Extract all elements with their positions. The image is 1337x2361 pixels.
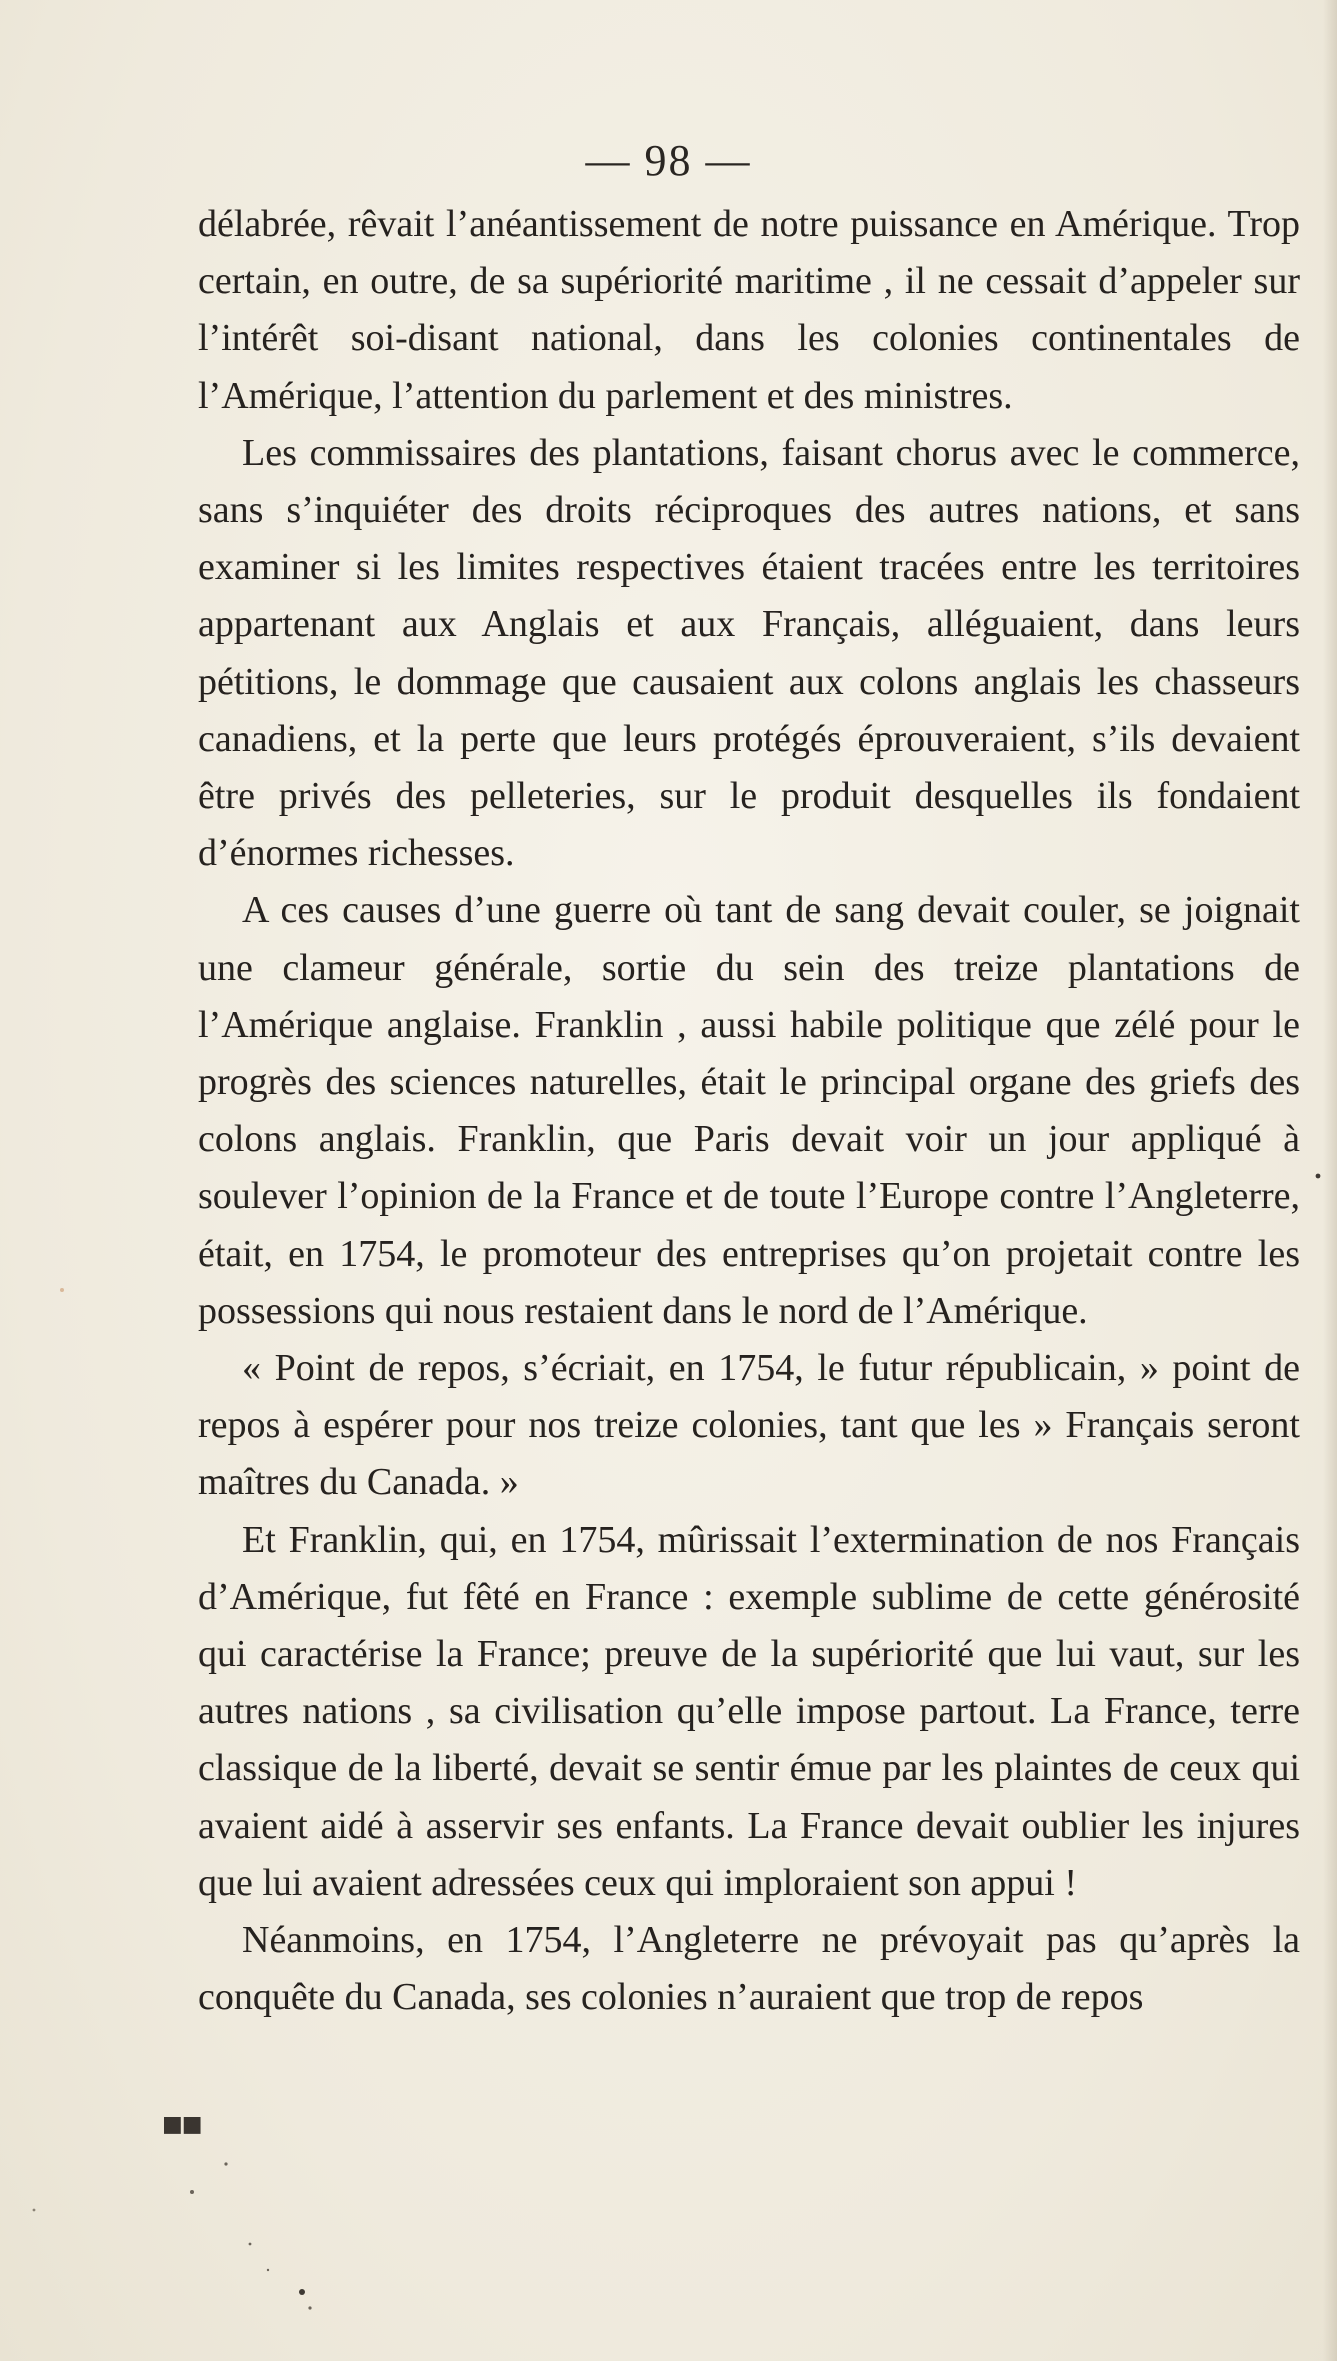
printer-ornament: ■ ■: [162, 2112, 199, 2137]
speck: [33, 2209, 36, 2212]
speck: [299, 2289, 305, 2295]
speck: [190, 2190, 194, 2194]
speck: [224, 2162, 227, 2165]
speck: [60, 1288, 64, 1292]
page-edge-shadow: [1323, 0, 1337, 2361]
paragraph: A ces causes d’une guerre où tant de sang devait couler, se joignait une clameur générale, sortie du sein des treize plantations de l’Amérique anglaise. Franklin , aussi habile politique que zélé pour le progrès des sciences naturelles, était le principal organe des griefs des colons anglais. Franklin, que Paris devait voir un jour appliqué à soulever l’opinion de la France et de toute l’Europe contre l’Angleterre, était, en 1754, le promoteur des entreprises qu’on projetait contre les possessions qui nous restaient dans le nord de l’Amérique.: [198, 889, 1300, 1332]
page-number: — 98 —: [585, 136, 752, 185]
paragraph-continued: délabrée, rêvait l’anéantissement de notre puissance en Amérique. Trop certain, en outre, de sa supériorité maritime , il ne cessait d’appeler sur l’intérêt soi-disant national, dans les colonies continentales de l’Amérique, l’attention du parlement et des ministres.: [198, 203, 1300, 417]
paragraph: Et Franklin, qui, en 1754, mûrissait l’extermination de nos Français d’Amérique, fut fêté en France : exemple sublime de cette générosité qui caractérise la France; preuve de la supériorité que lui vaut, sur les autres nations , sa civilisation qu’elle impose partout. La France, terre classique de la liberté, devait se sentir émue par les plaintes de ceux qui avaient aidé à asservir ses enfants. La France devait oublier les injures que lui avaient adressées ceux qui imploraient son appui !: [198, 1518, 1300, 1904]
speck: [1316, 1174, 1321, 1179]
speck: [249, 2243, 252, 2246]
speck: [308, 2306, 311, 2309]
speck: [267, 2269, 269, 2271]
quotation-paragraph: « Point de repos, s’écriait, en 1754, le futur républicain, » point de repos à espérer pour nos treize colonies, tant que les » Français seront maîtres du Canada. »: [198, 1347, 1300, 1504]
paragraph: Les commissaires des plantations, faisant chorus avec le commerce, sans s’inquiéter des droits réciproques des autres nations, et sans examiner si les limites respectives étaient tracées entre les territoires appartenant aux Anglais et aux Français, alléguaient, dans leurs pétitions, le dommage que causaient aux colons anglais les chasseurs canadiens, et la perte que leurs protégés éprouveraient, s’ils devaient être privés des pelleteries, sur le produit desquelles ils fondaient d’énormes richesses.: [198, 431, 1300, 875]
paragraph: Néanmoins, en 1754, l’Angleterre ne prévoyait pas qu’après la conquête du Canada, ses colonies n’auraient que trop de repos: [198, 1919, 1300, 2019]
body-text: [198, 196, 1300, 2027]
